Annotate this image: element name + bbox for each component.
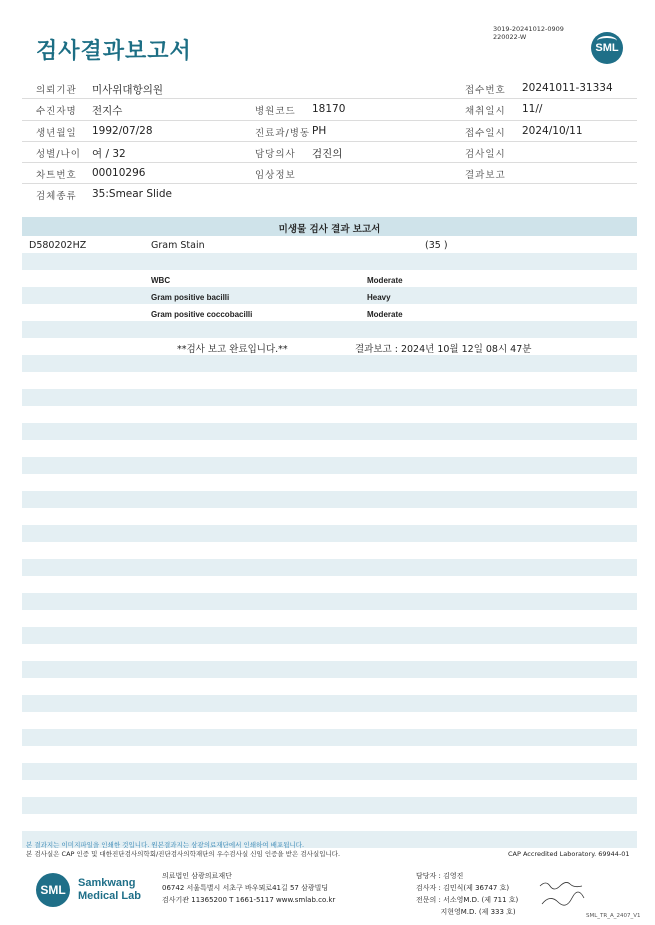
info-value: 미사위대항의원 (92, 84, 164, 96)
staff-line: 지현영M.D. (제 333 호) (416, 908, 516, 916)
info-value: 2024/10/11 (522, 124, 583, 137)
report-title: 검사결과보고서 (36, 39, 192, 64)
staff-line: 담당자 : 김영진 (416, 872, 464, 880)
result-stripe (22, 593, 637, 610)
info-label: 생년월일 (36, 127, 77, 139)
info-value: 1992/07/28 (92, 124, 153, 137)
finding-name: WBC (151, 276, 171, 285)
result-stripe (22, 525, 637, 542)
finding-name: Gram positive coccobacilli (151, 310, 253, 319)
info-label: 병원코드 (255, 106, 296, 118)
document-id-line1: 3019-20241012-0909 (493, 25, 564, 33)
test-count: (35 ) (425, 240, 448, 251)
info-row (22, 99, 637, 120)
notice-image-copy: 본 결과지는 이미지파일을 인쇄한 것입니다. 원본결과지는 삼광의료재단에서 인쇄하여 배포됩니다. (26, 841, 305, 849)
result-stripe (22, 729, 637, 746)
finding-value: Moderate (367, 310, 403, 319)
result-stripe (22, 389, 637, 406)
brand-line2: Medical Lab (78, 890, 141, 902)
info-row (22, 184, 637, 204)
info-value: 여 / 32 (92, 147, 126, 160)
result-stripe (22, 355, 637, 372)
info-label: 결과보고 (465, 170, 506, 182)
info-value: 11// (522, 103, 543, 116)
info-value: 00010296 (92, 167, 146, 180)
sml-logo-icon: SML (591, 32, 623, 64)
result-stripe (22, 695, 637, 712)
cap-accreditation: CAP Accredited Laboratory. 69944-01 (508, 850, 630, 858)
info-label: 채취일시 (465, 106, 506, 118)
staff-line: 전문의 : 서소영M.D. (제 711 호) (416, 896, 519, 904)
info-value: 검진의 (312, 147, 343, 160)
result-stripe (22, 661, 637, 678)
staff-line: 검사자 : 김민식(제 36747 호) (416, 884, 510, 892)
info-label: 담당의사 (255, 148, 296, 160)
brand-line1: Samkwang (78, 877, 136, 889)
info-value: 전지수 (92, 105, 123, 118)
notice-accreditation: 본 검사실은 CAP 인증 및 대한진단검사의학회/진단검사의학재단의 우수검사실 신임 인증을 받은 검사실입니다. (26, 850, 341, 858)
info-label: 수진자명 (36, 106, 77, 118)
result-stripe (22, 321, 637, 338)
patient-info-table (22, 78, 637, 205)
staff-list (416, 870, 518, 918)
finding-value: Heavy (367, 293, 391, 302)
institution-address (162, 870, 335, 906)
info-value: 20241011-31334 (522, 82, 613, 94)
info-label: 임상정보 (255, 170, 296, 182)
info-value: 35:Smear Slide (92, 188, 172, 201)
info-label: 검체종류 (36, 191, 77, 203)
info-label: 검사일시 (465, 148, 506, 160)
info-label: 성별/나이 (36, 148, 81, 160)
result-stripe (22, 763, 637, 780)
finding-value: Moderate (367, 276, 403, 285)
info-label: 접수일시 (465, 127, 506, 139)
signature-image (538, 880, 588, 910)
info-label: 차트번호 (36, 170, 77, 182)
form-version: SML_TR_A_2407_V1 (586, 913, 641, 919)
info-row (22, 142, 637, 163)
document-id (493, 25, 564, 41)
info-label: 진료과/병동 (255, 127, 311, 139)
test-name: Gram Stain (151, 240, 205, 251)
report-complete-message: **검사 보고 완료입니다.** (177, 344, 288, 355)
result-stripe (22, 491, 637, 508)
result-stripe (22, 457, 637, 474)
result-stripe (22, 559, 637, 576)
info-value: PH (312, 124, 327, 137)
result-stripe (22, 423, 637, 440)
info-row (22, 163, 637, 184)
document-id-line2: 220022-W (493, 33, 527, 41)
brand-name (78, 877, 141, 903)
report-time: 결과보고 : 2024년 10월 12일 08시 47분 (355, 344, 532, 355)
result-stripe (22, 627, 637, 644)
info-row (22, 121, 637, 142)
samkwang-logo-icon: SML (36, 873, 70, 907)
report-section-title: 미생물 검사 결과 보고서 (278, 224, 381, 235)
address-line: 의료법인 삼광의료재단 (162, 872, 232, 880)
info-row (22, 78, 637, 99)
address-line: 06742 서울특별시 서초구 바우뫼로41길 57 삼광빌딩 (162, 884, 329, 892)
result-stripe (22, 287, 637, 304)
info-label: 의뢰기관 (36, 85, 77, 96)
finding-name: Gram positive bacilli (151, 293, 230, 302)
result-stripe (22, 797, 637, 814)
info-value: 18170 (312, 103, 346, 116)
result-stripe (22, 253, 637, 270)
info-label: 접수번호 (465, 85, 506, 96)
test-code: D580202HZ (29, 240, 87, 251)
address-line: 검사기관 11365200 T 1661-5117 www.smlab.co.kr (162, 896, 336, 904)
